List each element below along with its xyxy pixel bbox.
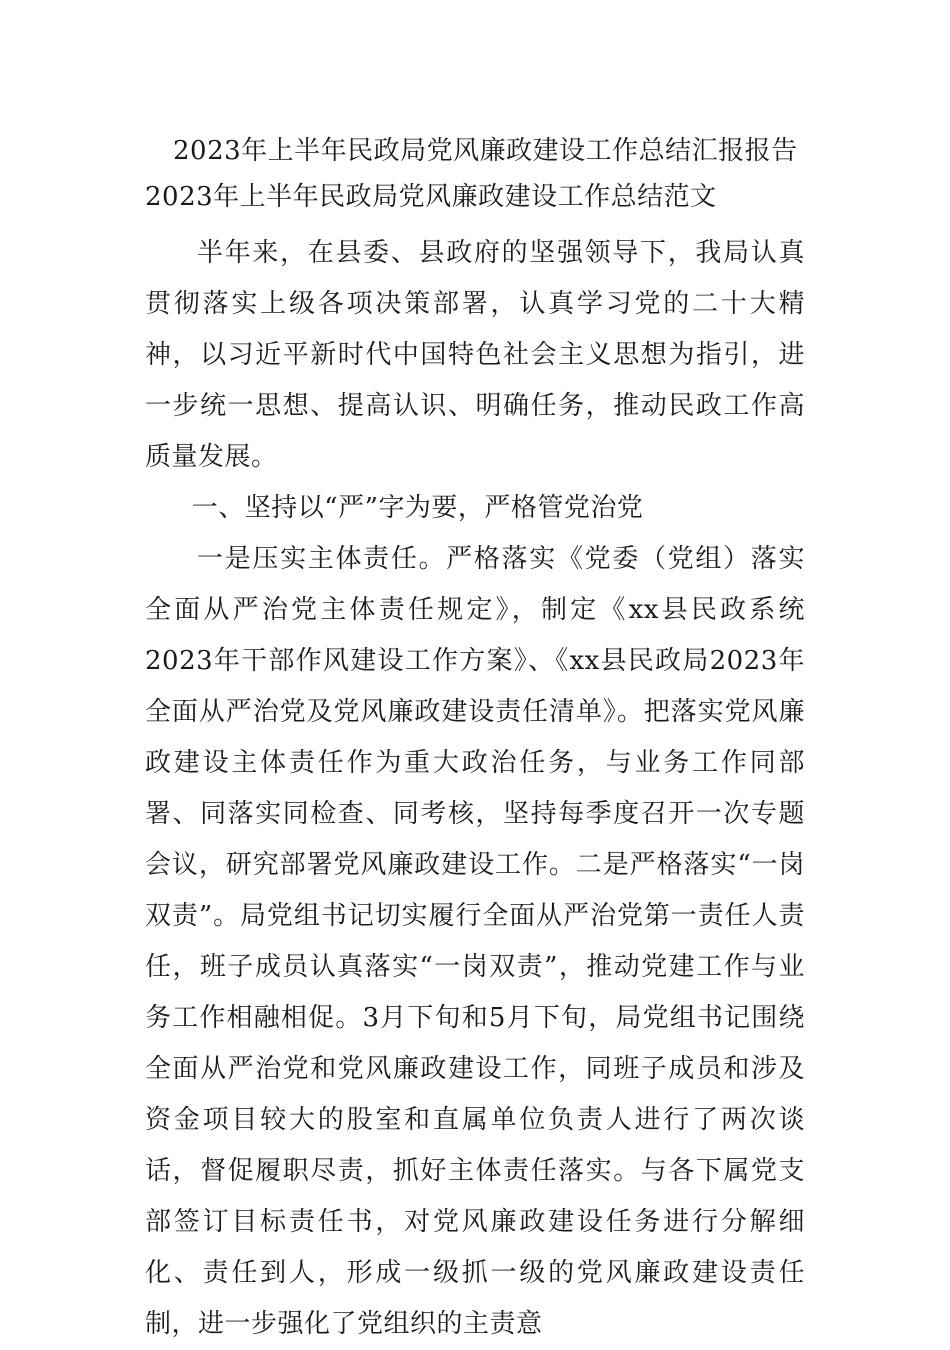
- section-heading-1: 一、坚持以“严”字为要，严格管党治党: [191, 493, 644, 523]
- section-1-paragraph: 一是压实主体责任。严格落实《党委（党组）落实全面从严治党主体责任规定》，制定《xx县民政系统2023年干部作风建设工作方案》、《xx县民政局2023年全面从严治党及党风廉政建设责任清单》。把落实党风廉政建设主体责任作为重大政治任务，与业务工作同部署、同落实同检查、同考核，坚持每季度召开一次专题会议，研究部署党风廉政建设工作。二是严格落实“一岗双责”。局党组书记切实履行全面从严治党第一责任人责任，班子成员认真落实“一岗双责”，推动党建工作与业务工作相融相促。3月下旬和5月下旬，局党组书记围绕全面从严治党和党风廉政建设工作，同班子成员和涉及资金项目较大的股室和直属单位负责人进行了两次谈话，督促履职尽责，抓好主体责任落实。与各下属党支部签订目标责任书，对党风廉政建设任务进行分解细化、责任到人，形成一级抓一级的党风廉政建设责任制，进一步强化了党组织的主责意: [145, 544, 805, 1339]
- title-block: [145, 128, 825, 220]
- intro-paragraph: 半年来，在县委、县政府的坚强领导下，我局认真贯彻落实上级各项决策部署，认真学习党的二十大精神，以习近平新时代中国特色社会主义思想为指引，进一步统一思想、提高认识、明确任务，推动民政工作高质量发展。: [145, 238, 805, 472]
- document-title: 2023年上半年民政局党风廉政建设工作总结汇报报告: [173, 136, 798, 166]
- document-body: [145, 228, 805, 1350]
- document-subtitle: 2023年上半年民政局党风廉政建设工作总结范文: [145, 182, 717, 212]
